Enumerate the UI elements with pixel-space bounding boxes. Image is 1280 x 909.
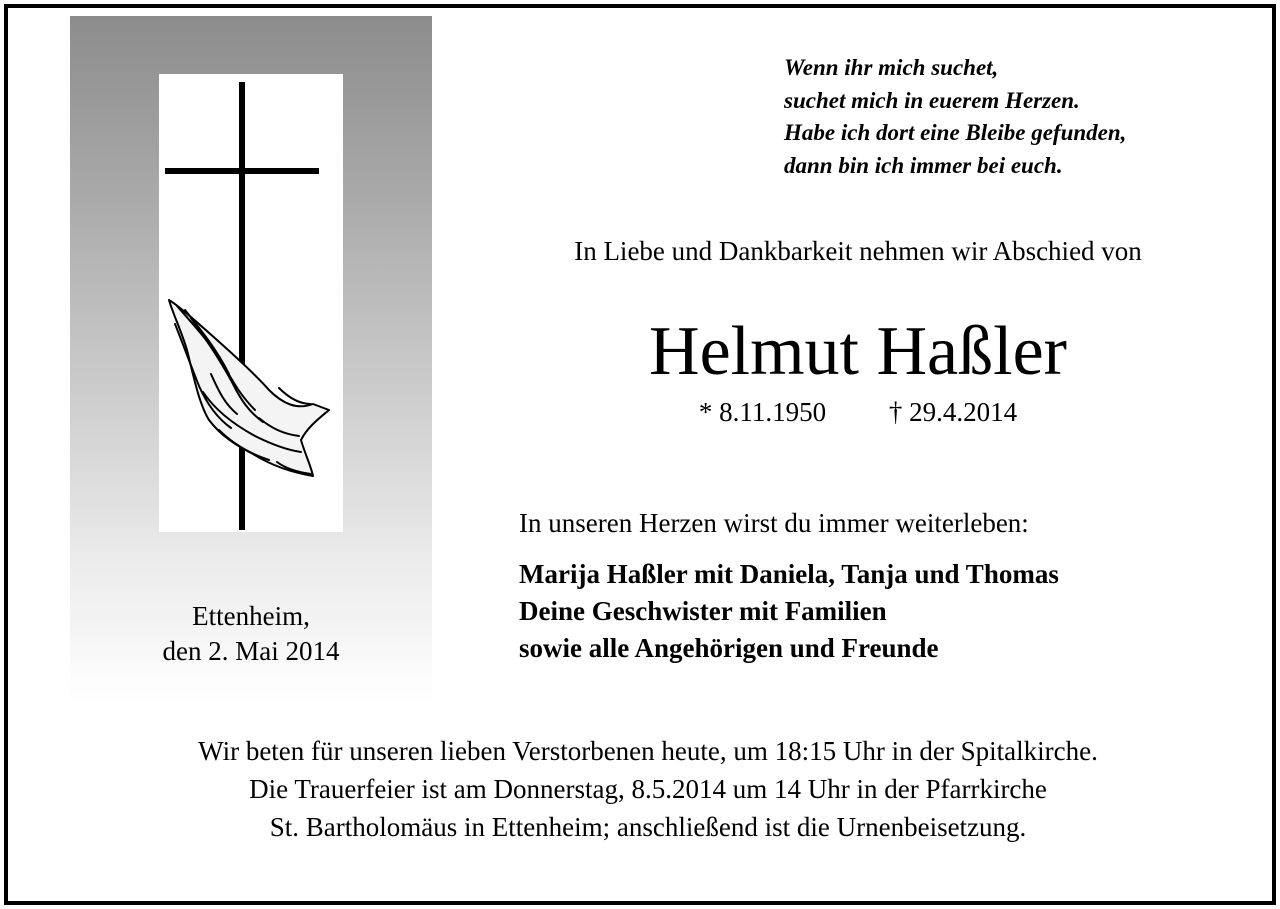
mourner-line: sowie alle Angehörigen und Freunde	[519, 633, 939, 663]
poem-line: Habe ich dort eine Bleibe gefunden,	[784, 120, 1127, 145]
praying-hands-icon	[169, 300, 329, 476]
service-line: Wir beten für unseren lieben Verstorbenen heute, um 18:15 Uhr in der Spitalkirche.	[198, 736, 1098, 766]
life-dates	[488, 397, 1228, 428]
intro-text: In Liebe und Dankbarkeit nehmen wir Abschied von	[574, 236, 1142, 266]
birth-date: * 8.11.1950	[698, 397, 827, 427]
place-date	[70, 599, 432, 669]
place-text: Ettenheim,	[192, 601, 310, 631]
mourner-line: Marija Haßler mit Daniela, Tanja und Thomas	[519, 559, 1059, 589]
deceased-name: Helmut Haßler	[649, 313, 1067, 390]
service-line: St. Bartholomäus in Ettenheim; anschließend ist die Urnenbeisetzung.	[269, 812, 1027, 842]
poem-line: dann bin ich immer bei euch.	[784, 152, 1063, 178]
cross-card	[159, 74, 343, 532]
poem-line: suchet mich in euerem Herzen.	[784, 87, 1080, 113]
farewell-text: In unseren Herzen wirst du immer weiterleben:	[519, 508, 1029, 538]
date-text: den 2. Mai 2014	[162, 636, 340, 666]
poem-line: Wenn ihr mich suchet,	[784, 55, 999, 80]
service-line: Die Trauerfeier ist am Donnerstag, 8.5.2014 um 14 Uhr in der Pfarrkirche	[249, 774, 1047, 804]
left-panel	[70, 16, 432, 704]
cross-icon	[159, 74, 343, 532]
mourner-line: Deine Geschwister mit Familien	[519, 596, 887, 626]
mourners-list	[519, 556, 1059, 667]
death-date: † 29.4.2014	[888, 397, 1018, 427]
poem	[784, 52, 1126, 182]
service-info	[38, 732, 1258, 846]
obituary-frame	[4, 4, 1276, 905]
